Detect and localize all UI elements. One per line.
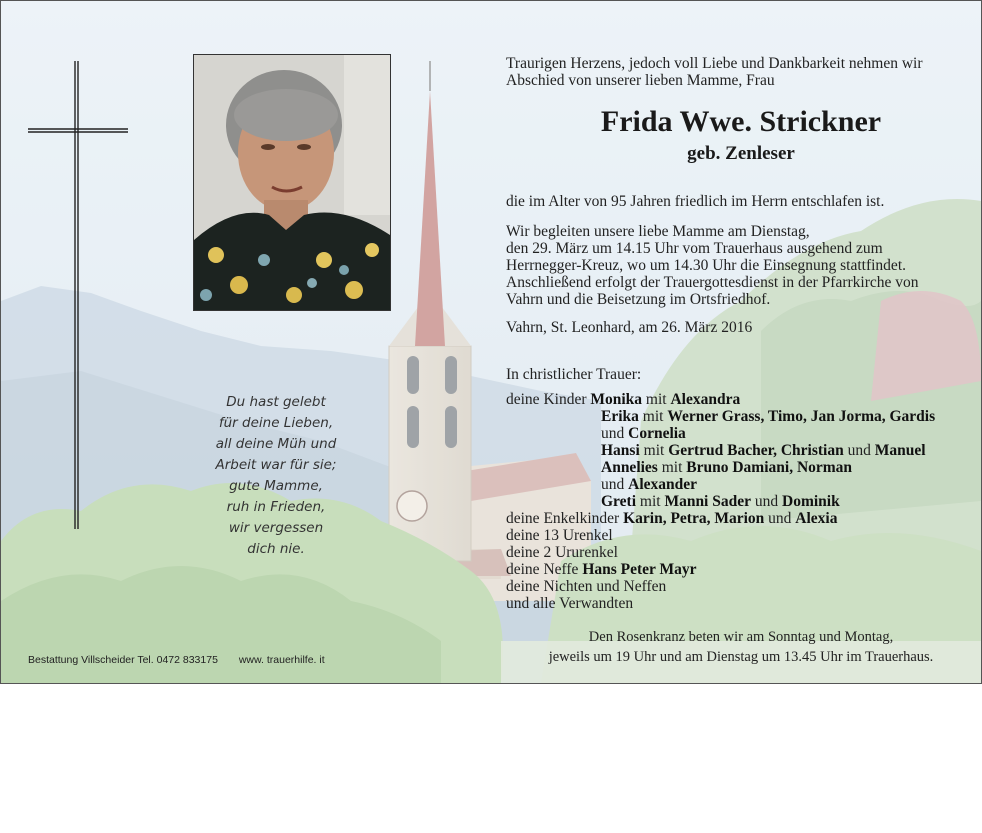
mourner-row: und alle Verwandten (506, 595, 634, 612)
mourner-row: Annelies mit Bruno Damiani, Norman (601, 459, 853, 476)
funeral-company: Bestattung Villscheider Tel. 0472 833175 (28, 654, 218, 666)
poem-line: gute Mamme, (229, 478, 323, 494)
poem-line: Arbeit war für sie; (215, 457, 337, 473)
portrait-photo (193, 54, 391, 311)
mourning-intro: In christlicher Trauer: (506, 366, 642, 383)
death-notice-line: die im Alter von 95 Jahren friedlich im Herrn entschlafen ist. (506, 193, 885, 210)
poem-line: dich nie. (247, 541, 305, 557)
rosary-notice (506, 627, 976, 667)
cross-icon (1, 1, 141, 541)
poem-line: wir vergessen (228, 520, 324, 536)
intro-text (506, 55, 976, 89)
rosary-line: Den Rosenkranz beten wir am Sonntag und Montag, (588, 629, 894, 645)
mourner-row: deine Kinder Monika mit Alexandra (506, 391, 741, 408)
poem-line: Du hast gelebt (226, 394, 326, 410)
intro-line: Traurigen Herzens, jedoch voll Liebe und Dankbarkeit nehmen wir (506, 55, 923, 72)
footer (28, 654, 343, 666)
memorial-poem (201, 392, 351, 560)
place-and-date: Vahrn, St. Leonhard, am 26. März 2016 (506, 319, 753, 336)
funeral-line: Wir begleiten unsere liebe Mamme am Dienstag, (506, 223, 810, 240)
mourners-list (506, 391, 935, 612)
mourner-row: Erika mit Werner Grass, Timo, Jan Jorma, Gardis (601, 408, 936, 425)
mourner-row: Hansi mit Gertrud Bacher, Christian und Manuel (601, 442, 926, 459)
funeral-details (506, 223, 919, 308)
poem-line: ruh in Frieden, (226, 499, 326, 515)
mourner-row: deine 2 Ururenkel (506, 544, 618, 561)
poem-line: all deine Müh und (215, 436, 337, 452)
intro-line: Abschied von unserer lieben Mamme, Frau (506, 72, 775, 89)
mourner-row: Greti mit Manni Sader und Dominik (601, 493, 840, 510)
mourner-row: und Cornelia (601, 425, 686, 442)
mourner-row: deine Neffe Hans Peter Mayr (506, 561, 697, 578)
funeral-line: Anschließend erfolgt der Trauergottesdienst in der Pfarrkirche von (506, 274, 919, 291)
funeral-line: Vahrn und die Beisetzung im Ortsfriedhof. (506, 291, 771, 308)
website-link[interactable]: www. trauerhilfe. it (238, 654, 325, 666)
mourner-row: deine Nichten und Neffen (506, 578, 667, 595)
funeral-line: den 29. März um 14.15 Uhr vom Trauerhaus ausgehend zum (506, 240, 883, 257)
mourner-row: deine 13 Urenkel (506, 527, 613, 544)
funeral-line: Herrnegger-Kreuz, wo um 14.30 Uhr die Einsegnung stattfindet. (506, 257, 906, 274)
deceased-name: Frida Wwe. Strickner (600, 105, 882, 138)
poem-line: für deine Lieben, (218, 415, 334, 431)
mourner-row: deine Enkelkinder Karin, Petra, Marion und Alexia (506, 510, 838, 527)
rosary-line: jeweils um 19 Uhr und am Dienstag um 13.45 Uhr im Trauerhaus. (548, 649, 934, 665)
mourner-row: und Alexander (601, 476, 698, 493)
maiden-name: geb. Zenleser (687, 143, 795, 164)
